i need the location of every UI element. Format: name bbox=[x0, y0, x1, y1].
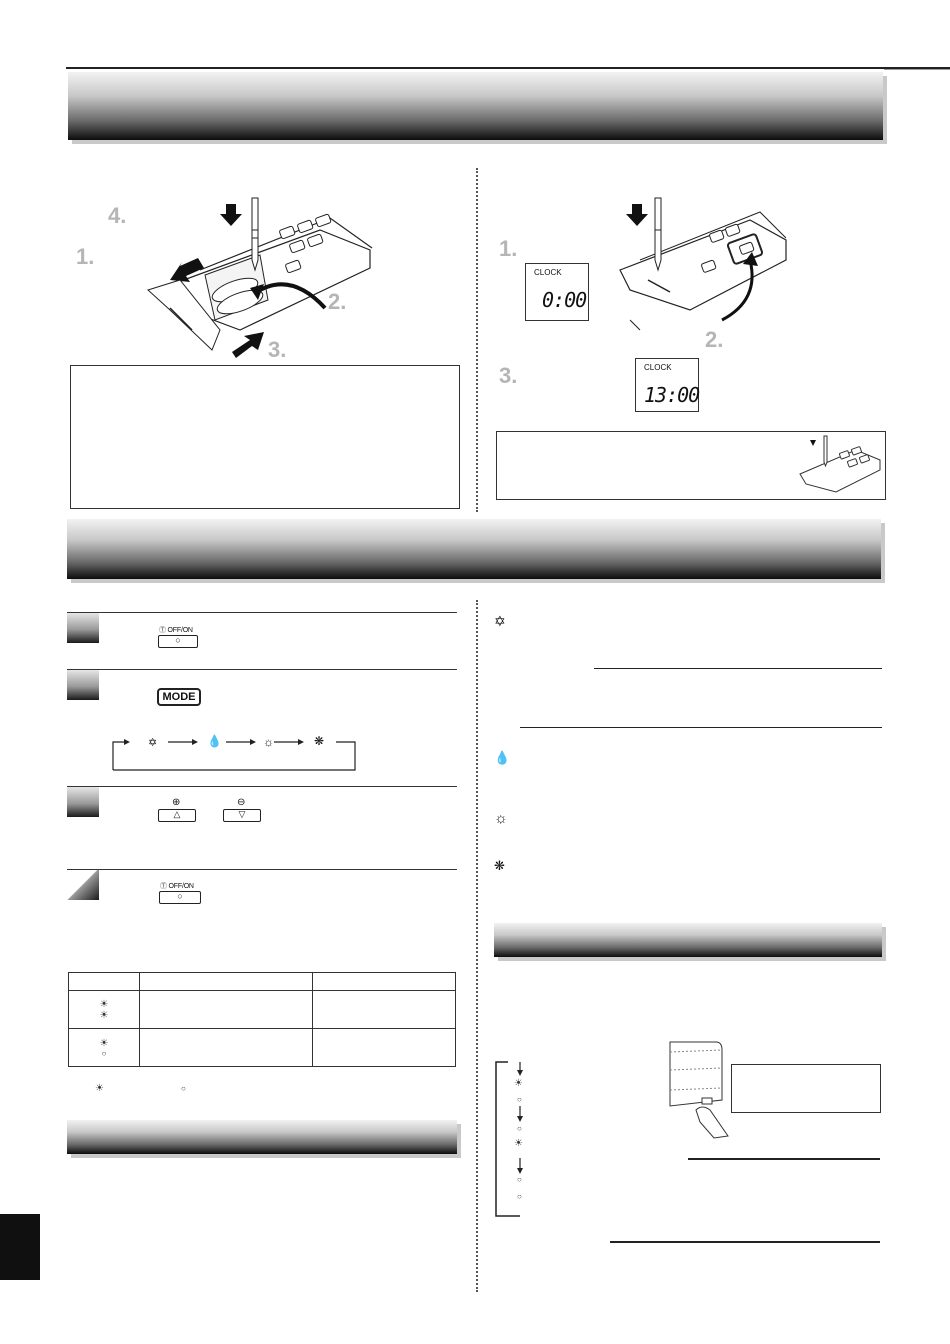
dry-mode-icon: 💧 bbox=[207, 734, 222, 748]
dry-mode-icon: 💧 bbox=[494, 750, 511, 765]
button-dot-icon: ○ bbox=[175, 635, 181, 645]
temp-down-button[interactable] bbox=[223, 809, 261, 822]
clock-step-3: 3. bbox=[499, 363, 518, 388]
battery-notes-box bbox=[70, 365, 460, 509]
lamp-on-icon: ☀ bbox=[99, 1037, 109, 1049]
step-4-rule bbox=[67, 869, 457, 870]
heat-mode-icon: ☼ bbox=[263, 735, 274, 749]
lamp-cell bbox=[69, 991, 140, 1029]
section-banner-top bbox=[68, 72, 883, 140]
column-divider-lower bbox=[476, 600, 478, 1292]
table-header-cell bbox=[69, 973, 140, 991]
mode-button[interactable]: MODE bbox=[157, 688, 201, 706]
step-1-marker bbox=[67, 613, 99, 643]
indicator-table bbox=[68, 972, 456, 1067]
remote-reset-thumbnail bbox=[796, 434, 882, 494]
clock-digits-1: 0:00 bbox=[542, 288, 587, 312]
emergency-rule-2 bbox=[610, 1241, 880, 1243]
seq-lamp-on-icon: ☀ bbox=[514, 1138, 523, 1149]
indoor-unit-illustration bbox=[666, 1040, 732, 1140]
battery-step-3: 3. bbox=[268, 337, 287, 362]
clock-caption-2: CLOCK bbox=[644, 363, 672, 372]
plus-icon: ⊕ bbox=[172, 797, 181, 808]
table-header-cell bbox=[313, 973, 456, 991]
seq-lamp-on-icon: ☀ bbox=[514, 1078, 523, 1089]
temp-up-button[interactable] bbox=[158, 809, 196, 822]
remote-battery-illustration bbox=[140, 190, 380, 360]
auto-mode-rule-1 bbox=[594, 668, 882, 669]
table-row bbox=[69, 1029, 456, 1067]
table-row bbox=[69, 991, 456, 1029]
table-header-cell bbox=[140, 973, 313, 991]
step-3-marker bbox=[67, 787, 99, 817]
table-cell bbox=[313, 1029, 456, 1067]
emergency-rule-1 bbox=[688, 1158, 880, 1160]
off-on-caption-2: Ⓣ OFF/ON bbox=[160, 883, 194, 890]
seq-lamp-off-icon: ○ bbox=[517, 1095, 522, 1104]
page-side-tab bbox=[0, 1214, 40, 1280]
lamp-cell bbox=[69, 1029, 140, 1067]
legend-lamp-on-icon: ☀ bbox=[95, 1083, 104, 1094]
off-on-caption-1: Ⓣ OFF/ON bbox=[159, 627, 193, 634]
table-cell bbox=[140, 1029, 313, 1067]
lamp-off-icon: ○ bbox=[101, 1048, 107, 1058]
button-dot-icon: ○ bbox=[177, 891, 183, 901]
table-cell bbox=[313, 991, 456, 1029]
top-rule-right bbox=[884, 69, 950, 70]
battery-step-1: 1. bbox=[76, 244, 95, 269]
clock-display-2 bbox=[635, 358, 699, 412]
section-banner-left-small bbox=[67, 1120, 457, 1154]
lamp-on-icon: ☀ bbox=[99, 1009, 109, 1021]
clock-display-1 bbox=[525, 263, 589, 321]
step-4-marker bbox=[67, 870, 99, 900]
remote-clock-illustration bbox=[600, 190, 790, 340]
step-2-rule bbox=[67, 669, 457, 670]
column-divider bbox=[476, 168, 478, 512]
step-2-marker bbox=[67, 670, 99, 700]
lamp-on-icon: ☀ bbox=[99, 998, 109, 1010]
down-triangle-icon: ▽ bbox=[238, 809, 246, 819]
fan-mode-icon: ❋ bbox=[314, 734, 325, 748]
top-rule bbox=[66, 67, 950, 69]
off-on-button-1[interactable] bbox=[158, 635, 198, 648]
auto-mode-rule-2 bbox=[520, 727, 882, 728]
up-triangle-icon: △ bbox=[173, 809, 181, 819]
emergency-note-box bbox=[731, 1064, 881, 1113]
step-1-rule bbox=[67, 612, 457, 613]
off-on-button-2[interactable] bbox=[159, 891, 201, 904]
legend-lamp-off-icon: ○ bbox=[181, 1084, 186, 1093]
auto-mode-icon: ✡ bbox=[148, 737, 158, 749]
table-cell bbox=[140, 991, 313, 1029]
seq-lamp-off-icon: ○ bbox=[517, 1192, 522, 1201]
seq-lamp-off-icon: ○ bbox=[517, 1124, 522, 1133]
section-banner-right-small bbox=[494, 923, 882, 957]
heat-mode-icon: ☼ bbox=[494, 810, 508, 827]
clock-caption-1: CLOCK bbox=[534, 268, 562, 277]
minus-icon: ⊖ bbox=[237, 797, 246, 808]
step-3-rule bbox=[67, 786, 457, 787]
auto-mode-icon: ✡ bbox=[494, 613, 506, 629]
section-banner-operation bbox=[67, 519, 881, 579]
battery-step-4: 4. bbox=[108, 203, 127, 228]
battery-step-2: 2. bbox=[328, 289, 347, 314]
clock-step-2: 2. bbox=[705, 327, 724, 352]
clock-digits-2: 13:00 bbox=[644, 383, 700, 407]
fan-mode-icon: ❋ bbox=[494, 858, 505, 873]
clock-step-1: 1. bbox=[499, 236, 518, 261]
seq-lamp-off-icon: ○ bbox=[517, 1175, 522, 1184]
